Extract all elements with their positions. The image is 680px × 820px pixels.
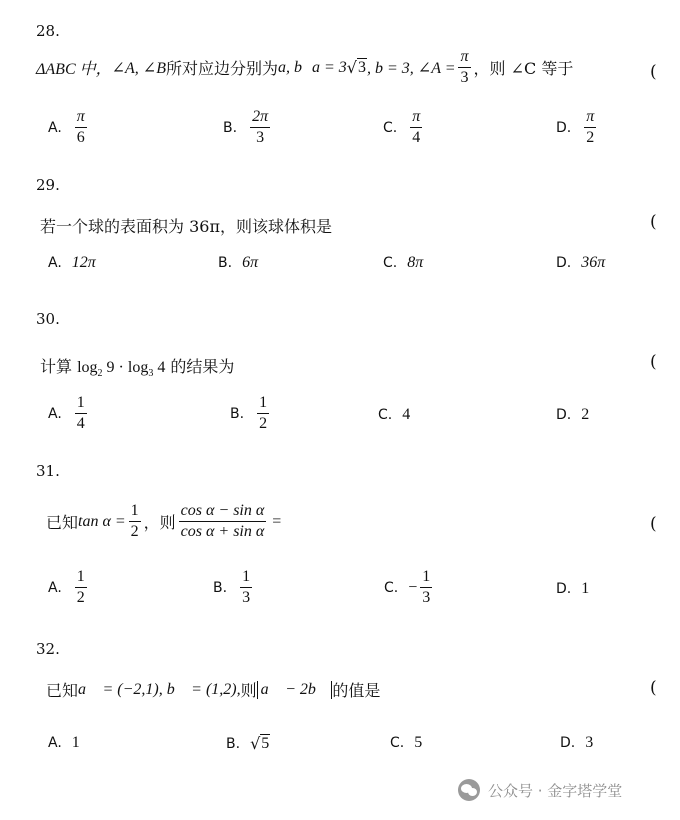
option-a[interactable]: A. 1	[48, 734, 80, 751]
question-number: 30.	[36, 310, 60, 328]
wechat-icon	[458, 779, 480, 801]
stem-math: ∠A, ∠B	[111, 59, 166, 77]
question-stem: 已知 a⃗ = (−2,1), b⃗ = (1,2), 则 a⃗ − 2b⃗ 的值是	[46, 680, 381, 700]
option-c[interactable]: C. 5	[390, 734, 423, 751]
option-a[interactable]: A. 12π	[48, 254, 96, 271]
sqrt-symbol: √ 3	[346, 58, 366, 78]
answer-paren: (	[650, 678, 657, 698]
option-d[interactable]: D. 3	[560, 734, 594, 751]
option-b[interactable]: B. $\frac{1}{2}$	[230, 394, 268, 433]
question-number: 28.	[36, 22, 60, 40]
stem-math: , b = 3, ∠A =	[367, 59, 456, 77]
option-b[interactable]: B. √ 5	[226, 734, 270, 753]
option-c[interactable]: C. 4	[378, 406, 411, 423]
option-c[interactable]: C. $\frac{\pi}{4}$	[383, 108, 421, 147]
option-d[interactable]: D. $\frac{\pi}{2}$	[556, 108, 595, 147]
stem-math: a = 3	[312, 58, 347, 76]
option-c[interactable]: C. 8π	[383, 254, 424, 271]
answer-paren: (	[650, 352, 657, 372]
question-stem: 若一个球的表面积为 36π，则该球体积是	[40, 217, 332, 236]
option-a[interactable]: A. $\frac{1}{2}$	[48, 568, 85, 607]
question-stem	[36, 48, 573, 88]
option-d[interactable]: D. 2	[556, 406, 590, 423]
stem-text: ，则 ∠C 等于	[473, 59, 574, 79]
question-number: 29.	[36, 176, 60, 194]
stem-text: ΔABC 中，	[36, 61, 112, 79]
answer-paren: (	[650, 62, 657, 82]
watermark	[458, 779, 622, 801]
option-b[interactable]: B. $\frac{1}{3}$	[213, 568, 251, 607]
option-b[interactable]: B. 6π	[218, 254, 259, 271]
option-d[interactable]: D. 1	[556, 580, 590, 597]
option-b[interactable]: B. $\frac{2\pi}{3}$	[223, 108, 269, 147]
absolute-value: a⃗ − 2b⃗	[257, 681, 333, 699]
watermark-text: 公众号 · 金字塔学堂	[488, 781, 623, 800]
question-number: 31.	[36, 462, 60, 480]
option-c[interactable]: C. − $\frac{1}{3}$	[384, 568, 431, 607]
fraction: $\frac{\pi}{3}$	[460, 48, 469, 87]
question-number: 32.	[36, 640, 60, 658]
option-a[interactable]: A. $\frac{1}{4}$	[48, 394, 85, 433]
stem-math: a, b	[278, 58, 302, 76]
option-a[interactable]: A. $\frac{\pi}{6}$	[48, 108, 85, 147]
question-stem: 计算 $\log_2 9 \cdot \log_3 4$ 的结果为	[40, 357, 235, 380]
option-d[interactable]: D. 36π	[556, 254, 606, 271]
answer-paren: (	[650, 514, 657, 534]
stem-text: 所对应边分别为	[165, 59, 278, 79]
question-stem: 已知 tan α = $\frac{1}{2}$ ，则 $\frac{\text{cos α − sin α}}{\text{cos α + sin α}}$ =	[46, 502, 282, 541]
answer-paren: (	[650, 212, 657, 232]
